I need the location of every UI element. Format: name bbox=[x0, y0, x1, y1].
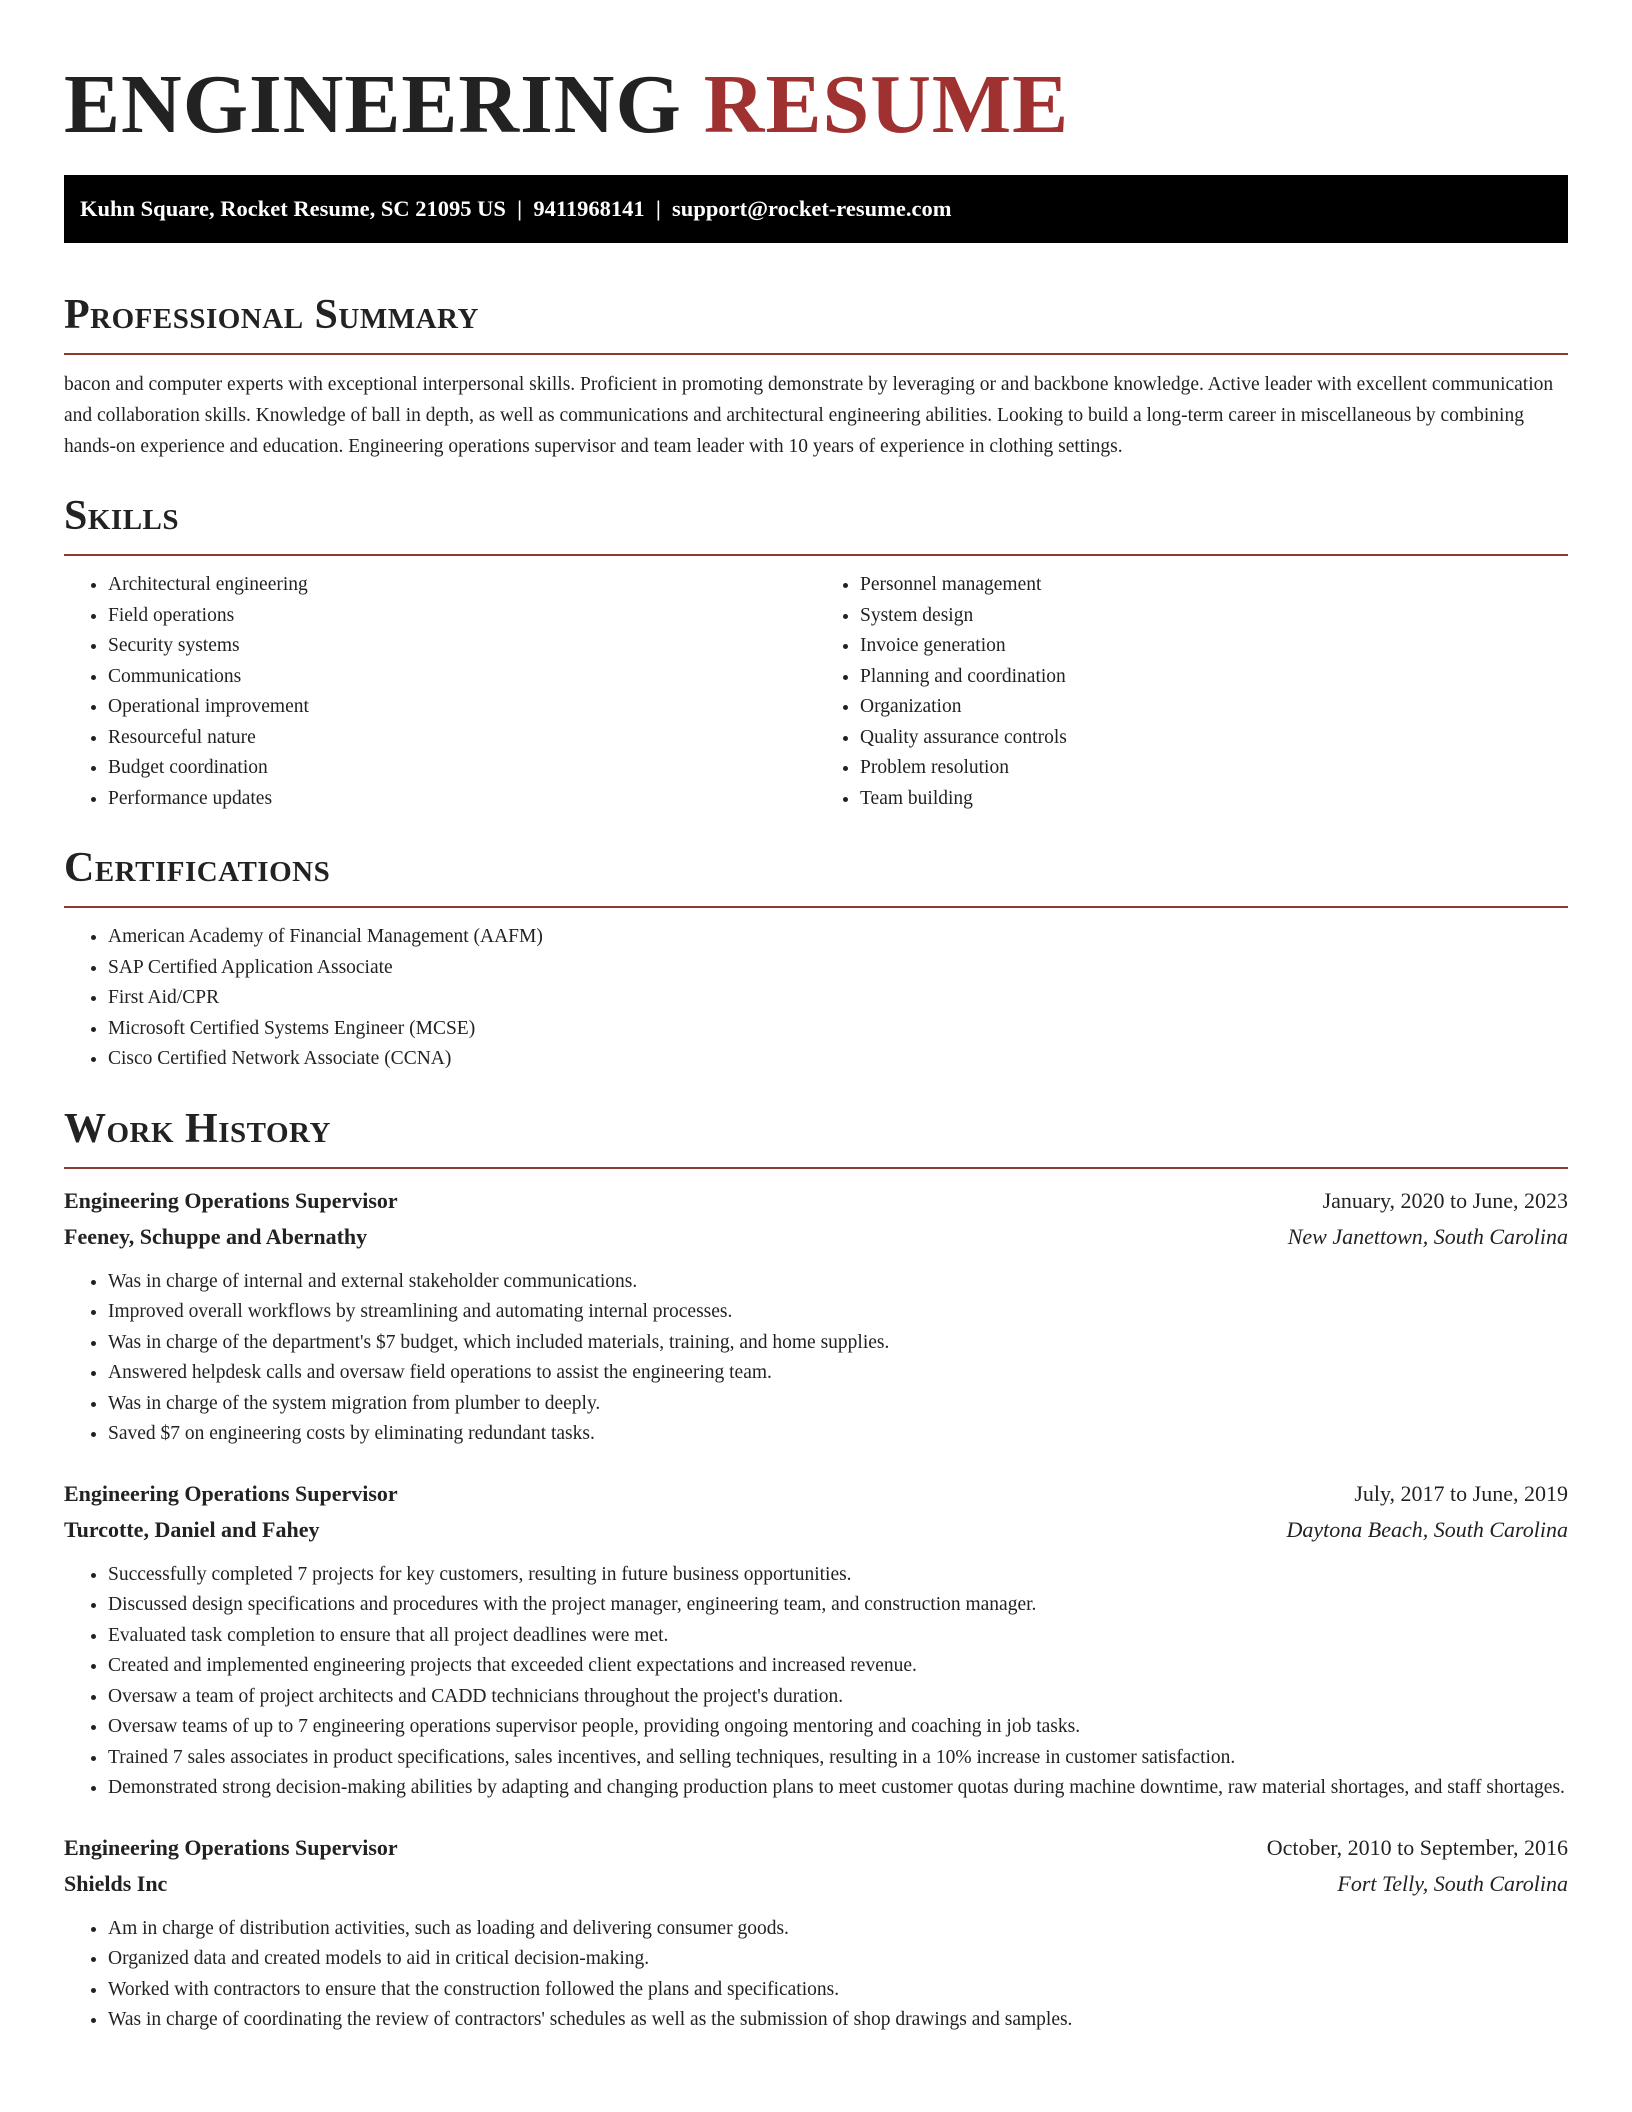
job-company: Turcotte, Daniel and Fahey bbox=[64, 1516, 320, 1542]
skills-section bbox=[64, 488, 1568, 814]
work-history-heading: Work History bbox=[64, 1105, 331, 1152]
contact-info: Kuhn Square, Rocket Resume, SC 21095 US | 9411968141 | support@rocket-resume.com bbox=[80, 196, 952, 221]
job-header-row bbox=[64, 1183, 1568, 1219]
job-duty: • Am in charge of distribution activities, such as loading and delivering consumer goods. bbox=[108, 1914, 1568, 1945]
skill-item: • Problem resolution bbox=[860, 753, 1568, 784]
job-duty: • Discussed design specifications and procedures with the project manager, engineering team, and construction manager. bbox=[108, 1590, 1568, 1621]
job-entry bbox=[64, 1476, 1568, 1804]
skill-item: • Operational improvement bbox=[108, 692, 816, 723]
job-dates: October, 2010 to September, 2016 bbox=[1266, 1834, 1568, 1860]
job-duty: • Organized data and created models to aid in critical decision-making. bbox=[108, 1944, 1568, 1975]
job-dates: January, 2020 to June, 2023 bbox=[1322, 1187, 1568, 1213]
skill-item: • Team building bbox=[860, 784, 1568, 815]
skills-list-right bbox=[816, 570, 1568, 814]
job-duty: • Worked with contractors to ensure that the construction followed the plans and specifications. bbox=[108, 1975, 1568, 2006]
job-duty: • Trained 7 sales associates in product specifications, sales incentives, and selling techniques, resulting in a 10% increase in customer satisfaction. bbox=[108, 1743, 1568, 1774]
skill-item: • Communications bbox=[108, 662, 816, 693]
job-entry bbox=[64, 1830, 1568, 2036]
job-duty: • Was in charge of the department's $7 budget, which included materials, training, and home supplies. bbox=[108, 1328, 1568, 1359]
skill-item: • Personnel management bbox=[860, 570, 1568, 601]
certification-item: • SAP Certified Application Associate bbox=[108, 953, 1568, 984]
contact-bar bbox=[64, 175, 1568, 243]
skill-item: • Quality assurance controls bbox=[860, 723, 1568, 754]
job-duty: • Improved overall workflows by streamlining and automating internal processes. bbox=[108, 1297, 1568, 1328]
job-duty: • Oversaw teams of up to 7 engineering operations supervisor people, providing ongoing mentoring and coaching in job tasks. bbox=[108, 1712, 1568, 1743]
summary-section bbox=[64, 287, 1568, 462]
job-duty: • Was in charge of the system migration from plumber to deeply. bbox=[108, 1389, 1568, 1420]
certifications-section bbox=[64, 840, 1568, 1075]
job-duty: • Answered helpdesk calls and oversaw field operations to assist the engineering team. bbox=[108, 1358, 1568, 1389]
job-duty: • Was in charge of coordinating the review of contractors' schedules as well as the submission of shop drawings and samples. bbox=[108, 2005, 1568, 2036]
certification-item: • First Aid/CPR bbox=[108, 983, 1568, 1014]
job-duty: • Successfully completed 7 projects for key customers, resulting in future business opportunities. bbox=[108, 1560, 1568, 1591]
job-duty: • Was in charge of internal and external stakeholder communications. bbox=[108, 1267, 1568, 1298]
skill-item: • Architectural engineering bbox=[108, 570, 816, 601]
work-history-section bbox=[64, 1101, 1568, 2036]
skill-item: • Resourceful nature bbox=[108, 723, 816, 754]
skills-grid bbox=[64, 570, 1568, 814]
skills-list-left bbox=[64, 570, 816, 814]
section-divider bbox=[64, 554, 1568, 556]
section-divider bbox=[64, 1167, 1568, 1169]
section-divider bbox=[64, 906, 1568, 908]
job-dates: July, 2017 to June, 2019 bbox=[1354, 1480, 1568, 1506]
title-part-2: RESUME bbox=[703, 58, 1070, 151]
job-company-row bbox=[64, 1866, 1568, 1902]
job-location: Fort Telly, South Carolina bbox=[1337, 1870, 1568, 1896]
skill-item: • Organization bbox=[860, 692, 1568, 723]
skill-item: • Invoice generation bbox=[860, 631, 1568, 662]
certification-item: • Cisco Certified Network Associate (CCNA) bbox=[108, 1044, 1568, 1075]
job-title: Engineering Operations Supervisor bbox=[64, 1834, 398, 1860]
title-part-1: ENGINEERING bbox=[64, 58, 682, 151]
job-duty: • Oversaw a team of project architects and CADD technicians throughout the project's duration. bbox=[108, 1682, 1568, 1713]
job-company: Feeney, Schuppe and Abernathy bbox=[64, 1223, 368, 1249]
skill-item: • Field operations bbox=[108, 601, 816, 632]
job-location: Daytona Beach, South Carolina bbox=[1286, 1516, 1568, 1542]
job-title: Engineering Operations Supervisor bbox=[64, 1187, 398, 1213]
job-company: Shields Inc bbox=[64, 1870, 168, 1896]
job-company-row bbox=[64, 1219, 1568, 1255]
job-duties-list bbox=[64, 1267, 1568, 1450]
certification-item: • Microsoft Certified Systems Engineer (MCSE) bbox=[108, 1014, 1568, 1045]
job-duties-list bbox=[64, 1560, 1568, 1804]
job-location: New Janettown, South Carolina bbox=[1287, 1223, 1568, 1249]
skill-item: • System design bbox=[860, 601, 1568, 632]
skill-item: • Planning and coordination bbox=[860, 662, 1568, 693]
job-header-row bbox=[64, 1476, 1568, 1512]
job-title: Engineering Operations Supervisor bbox=[64, 1480, 398, 1506]
skill-item: • Budget coordination bbox=[108, 753, 816, 784]
certifications-heading: Certifications bbox=[64, 845, 331, 891]
skill-item: • Security systems bbox=[108, 631, 816, 662]
certification-item: • American Academy of Financial Management (AAFM) bbox=[108, 922, 1568, 953]
certifications-list bbox=[64, 922, 1568, 1075]
summary-text: bacon and computer experts with exceptional interpersonal skills. Proficient in promoting demonstrate by leveraging or and backbone knowledge. Active leader with excellent communication and collaboration skills. Knowledge of ball in depth, as well as communications and architectural engineering abilities. Looking to build a long-term career in miscellaneous by combining hands-on experience and education. Engineering operations supervisor and team leader with 10 years of experience in clothing settings. bbox=[64, 374, 1554, 457]
resume-title bbox=[64, 55, 1568, 155]
job-duty: • Created and implemented engineering projects that exceeded client expectations and increased revenue. bbox=[108, 1651, 1568, 1682]
job-duty: • Demonstrated strong decision-making abilities by adapting and changing production plans to meet customer quotas during machine downtime, raw material shortages, and staff shortages. bbox=[108, 1773, 1568, 1804]
job-entry bbox=[64, 1183, 1568, 1450]
skill-item: • Performance updates bbox=[108, 784, 816, 815]
job-company-row bbox=[64, 1512, 1568, 1548]
job-duty: • Saved $7 on engineering costs by eliminating redundant tasks. bbox=[108, 1419, 1568, 1450]
summary-heading: Professional Summary bbox=[64, 292, 479, 338]
job-duty: • Evaluated task completion to ensure that all project deadlines were met. bbox=[108, 1621, 1568, 1652]
skills-heading: Skills bbox=[64, 493, 180, 539]
section-divider bbox=[64, 353, 1568, 355]
job-duties-list bbox=[64, 1914, 1568, 2036]
job-header-row bbox=[64, 1830, 1568, 1866]
